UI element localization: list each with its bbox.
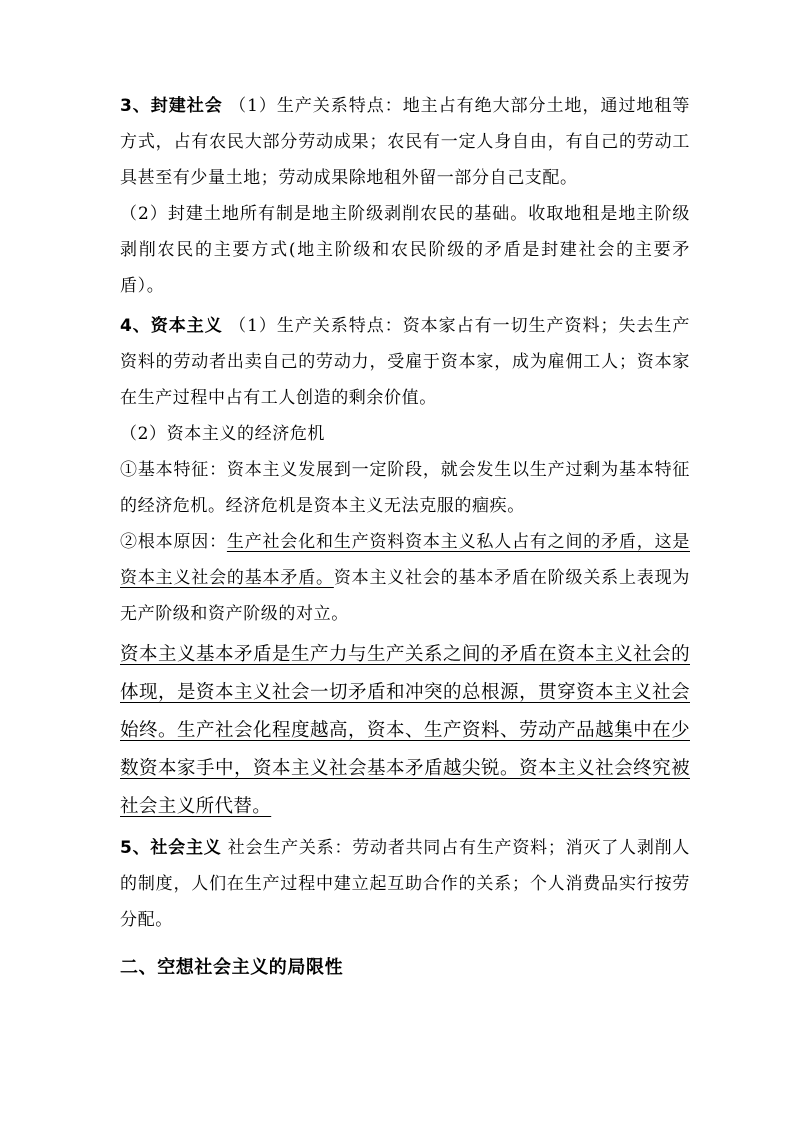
section-4-underlined-paragraph: 资本主义基本矛盾是生产力与生产关系之间的矛盾在资本主义社会的体现，是资本主义社会一切矛盾和冲突的总根源，贯穿资本主义社会始终。生产社会化程度越高，资本、生产资料、劳动产品越集中在少数资本家手中，资本主义社会基本矛盾越尖锐。资本主义社会终究被社会主义所代替。: [120, 644, 690, 817]
section-4-paragraph-1: [120, 308, 690, 416]
document-page: [120, 88, 690, 986]
section-4-label: 4、资本主义: [120, 316, 223, 336]
section-4-text-1: （1）生产关系特点：资本家占有一切生产资料；失去生产资料的劳动者出卖自己的劳动力，受雇于资本家，成为雇佣工人；资本家在生产过程中占有工人创造的剩余价值。: [120, 316, 690, 408]
section-3-label: 3、封建社会: [120, 96, 223, 116]
section-5-paragraph: [120, 830, 690, 938]
section-3-paragraph-1: [120, 88, 690, 196]
section-4-item-1: ①基本特征：资本主义发展到一定阶段，就会发生以生产过剩为基本特征的经济危机。经济危机是资本主义无法克服的痼疾。: [120, 460, 690, 516]
section-4-item-2-prefix: ②根本原因：: [120, 532, 227, 552]
section-3-paragraph-2: （2）封建土地所有制是地主阶级剥削农民的基础。收取地租是地主阶级剥削农民的主要方式(地主阶级和农民阶级的矛盾是封建社会的主要矛盾）。: [120, 204, 690, 296]
section-4-item-2-underlined: 生产社会化和生产资料资本主义私人占有之间的矛盾，这是资本主义社会的基本矛盾。: [120, 532, 690, 588]
heading-2: 二、空想社会主义的局限性: [120, 957, 344, 978]
section-4-subheading: （2）资本主义的经济危机: [120, 424, 326, 444]
section-3-text-1: （1）生产关系特点：地主占有绝大部分土地，通过地租等方式，占有农民大部分劳动成果；农民有一定人身自由，有自己的劳动工具甚至有少量土地；劳动成果除地租外留一部分自己支配。: [120, 96, 690, 188]
section-5-label: 5、社会主义: [120, 838, 222, 858]
section-4-item-2: [120, 524, 690, 632]
section-5-text: 社会生产关系：劳动者共同占有生产资料；消灭了人剥削人的制度，人们在生产过程中建立起互助合作的关系；个人消费品实行按劳分配。: [120, 838, 690, 930]
section-4-item-2-rest: 资本主义社会的基本矛盾在阶级关系上表现为无产阶级和资产阶级的对立。: [120, 568, 691, 624]
